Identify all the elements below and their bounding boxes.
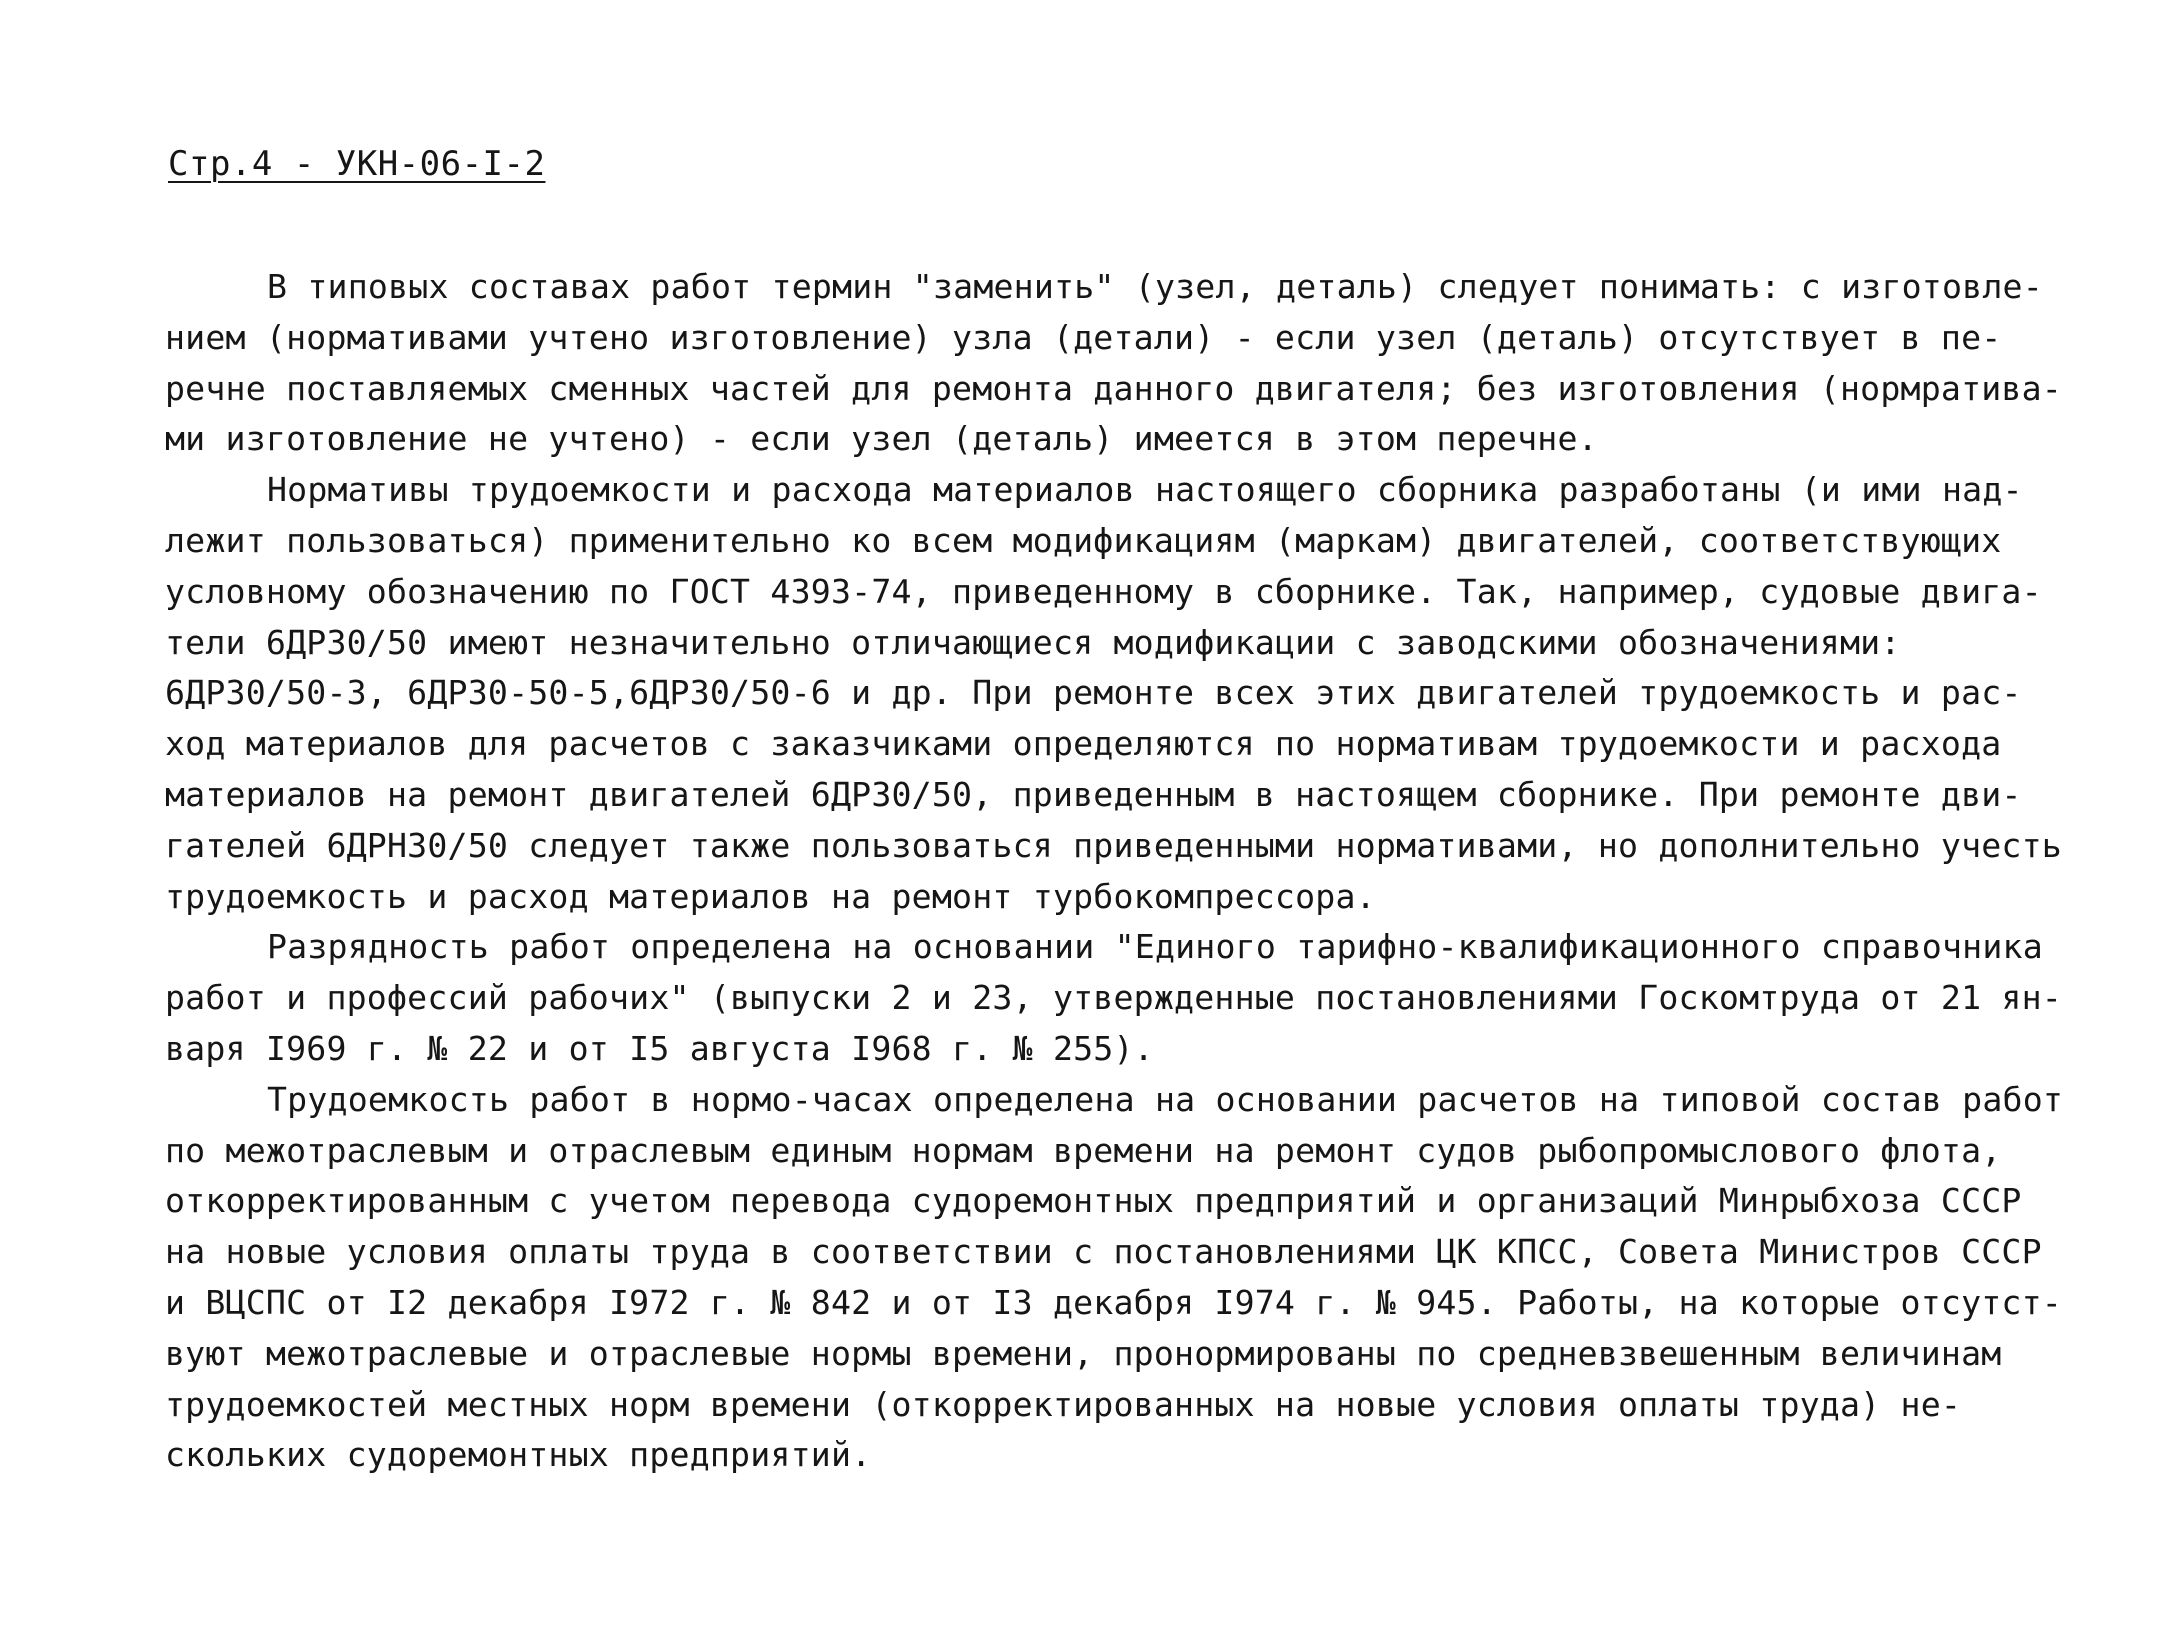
text-line: В типовых составах работ термин "заменить" (узел, деталь) следует понимать: с изготовле- <box>267 267 2043 306</box>
text-line: лежит пользоваться) применительно ко всем модификациям (маркам) двигателей, соответствующих <box>165 520 2002 560</box>
text-line: Нормативы трудоемкости и расхода материалов настоящего сборника разработаны (и ими над- <box>267 470 2023 510</box>
page-header: Стр.4 - УКН-06-I-2 <box>168 144 546 184</box>
text-line: откорректированным с учетом перевода судоремонтных предприятий и организаций Минрыбхоза СССР <box>165 1181 2022 1221</box>
text-line: ход материалов для расчетов с заказчиками определяются по нормативам трудоемкости и расхода <box>165 724 2002 764</box>
text-line: скольких судоремонтных предприятий. <box>165 1435 872 1475</box>
text-line: трудоемкостей местных норм времени (откорректированных на новые условия оплаты труда) не- <box>165 1384 1962 1424</box>
text-line: материалов на ремонт двигателей 6ДР30/50, приведенным в настоящем сборнике. При ремонте дви- <box>165 774 2022 814</box>
text-line: нием (нормативами учтено изготовление) узла (детали) - если узел (деталь) отсутствует в пе- <box>165 317 2002 357</box>
document-body <box>165 262 2110 1481</box>
text-line: вуют межотраслевые и отраслевые нормы времени, пронормированы по средневзвешенным величинам <box>165 1333 2002 1373</box>
text-line: варя I969 г. № 22 и от I5 августа I968 г. № 255). <box>165 1028 1154 1068</box>
text-line: Разрядность работ определена на основании "Единого тарифно-квалификационного справочника <box>267 927 2043 967</box>
text-line: работ и профессий рабочих" (выпуски 2 и 23, утвержденные постановлениями Госкомтруда от 21 ян- <box>165 978 2062 1018</box>
text-line: по межотраслевым и отраслевым единым нормам времени на ремонт судов рыбопромыслового флота, <box>165 1130 2002 1170</box>
text-line: трудоемкость и расход материалов на ремонт турбокомпрессора. <box>165 876 1376 916</box>
text-line: и ВЦСПС от I2 декабря I972 г. № 842 и от I3 декабря I974 г. № 945. Работы, на которые отсутст- <box>165 1282 2062 1322</box>
text-line: тели 6ДР30/50 имеют незначительно отличающиеся модификации с заводскими обозначениями: <box>165 622 1901 662</box>
text-line: на новые условия оплаты труда в соответствии с постановлениями ЦК КПСС, Совета Министров СССР <box>165 1232 2042 1272</box>
text-line: ми изготовление не учтено) - если узел (деталь) имеется в этом перечне. <box>165 419 1598 459</box>
text-line: гателей 6ДРН30/50 следует также пользоваться приведенными нормативами, но дополнительно учесть <box>165 825 2062 865</box>
text-line: условному обозначению по ГОСТ 4393-74, приведенному в сборнике. Так, например, судовые двига- <box>165 571 2042 611</box>
text-line: Трудоемкость работ в нормо-часах определена на основании расчетов на типовой состав работ <box>267 1079 2064 1119</box>
text-line: речне поставляемых сменных частей для ремонта данного двигателя; без изготовления (нормратива- <box>165 368 2062 408</box>
text-line: 6ДР30/50-3, 6ДР30-50-5,6ДР30/50-6 и др. При ремонте всех этих двигателей трудоемкость и рас- <box>165 673 2022 713</box>
